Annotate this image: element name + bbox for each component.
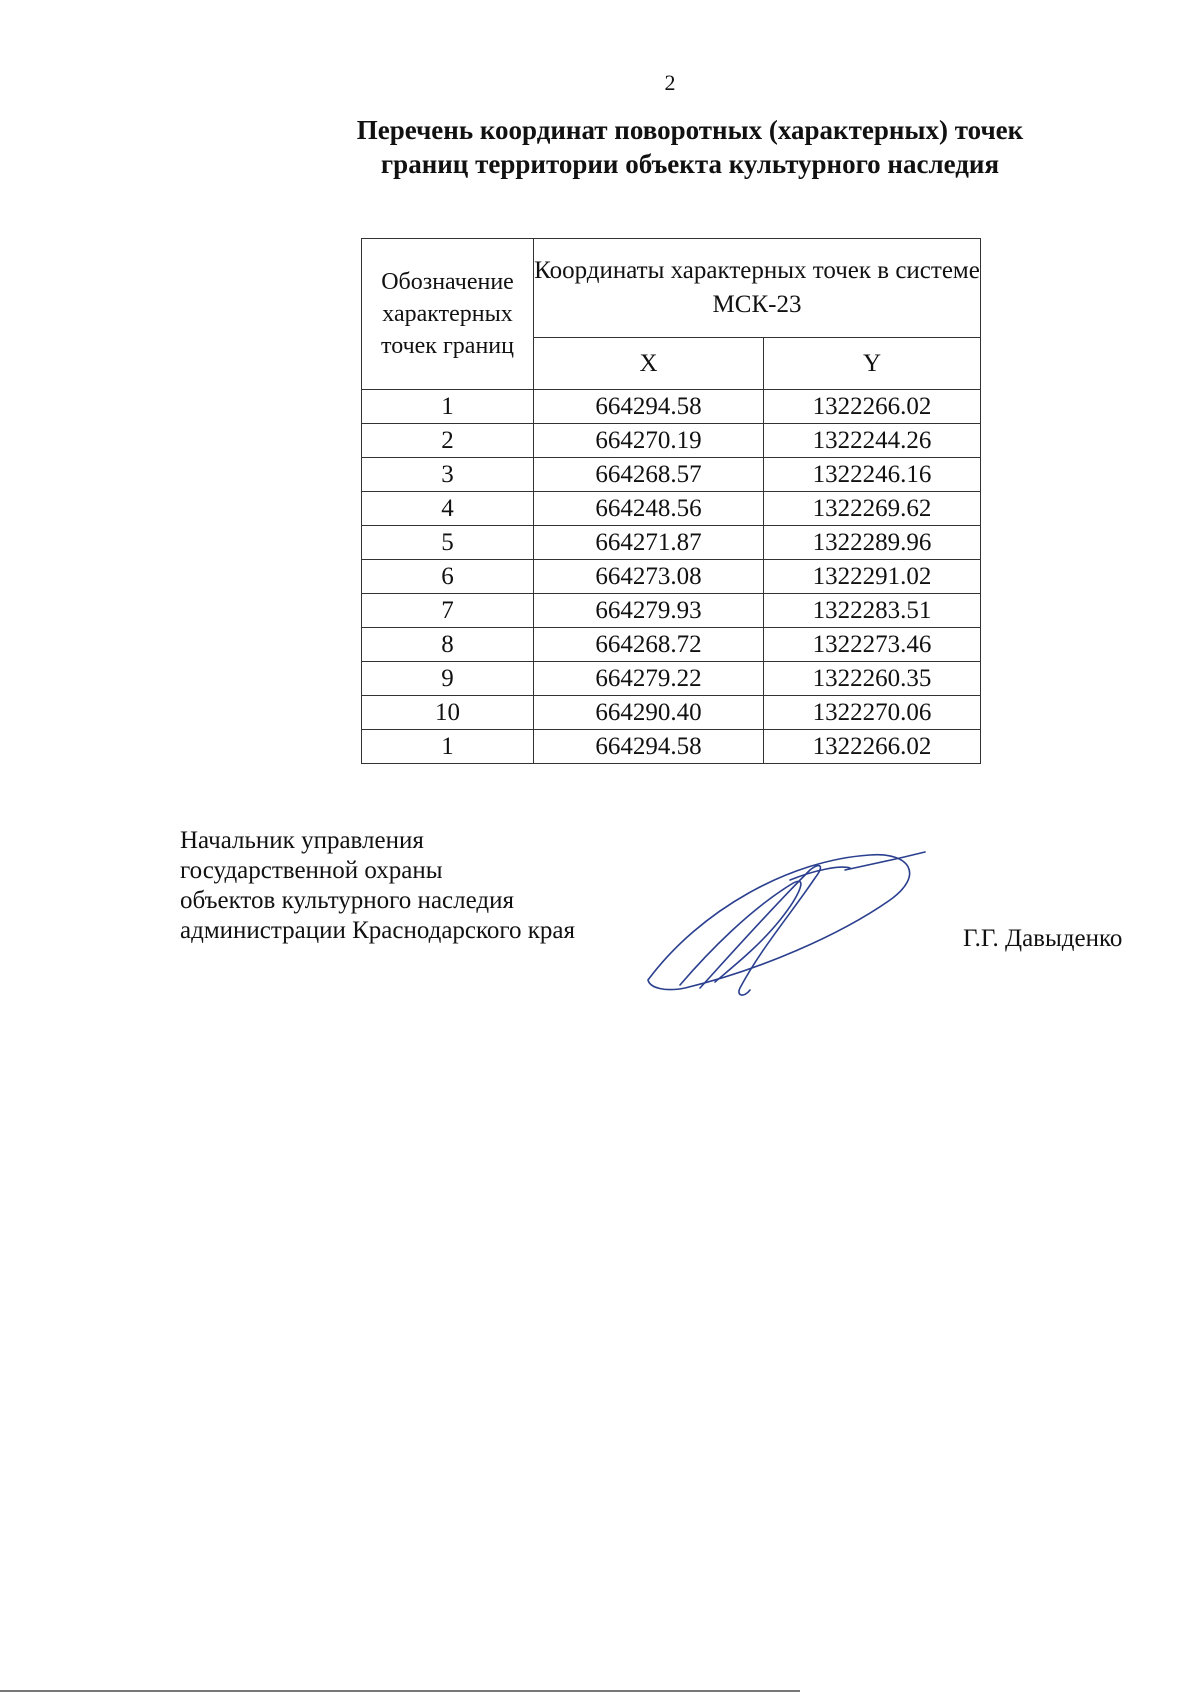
cell-point: 1	[362, 390, 534, 424]
position-line-3: объектов культурного наследия	[180, 887, 514, 914]
position-line-4: администрации Краснодарского края	[180, 917, 576, 944]
table-row	[362, 526, 981, 560]
cell-point: 2	[362, 424, 534, 458]
title-line-2: границ территории объекта культурного наследия	[380, 149, 1000, 179]
bottom-rule	[0, 1690, 800, 1692]
cell-x: 664279.93	[534, 594, 764, 628]
cell-point: 9	[362, 662, 534, 696]
table-row	[362, 560, 981, 594]
cell-y: 1322260.35	[764, 662, 981, 696]
cell-y: 1322273.46	[764, 628, 981, 662]
cell-y: 1322244.26	[764, 424, 981, 458]
position-line-1: Начальник управления	[180, 827, 424, 854]
cell-x: 664273.08	[534, 560, 764, 594]
cell-x: 664248.56	[534, 492, 764, 526]
table-row	[362, 492, 981, 526]
cell-y: 1322246.16	[764, 458, 981, 492]
handwritten-signature	[640, 840, 930, 1000]
cell-y: 1322291.02	[764, 560, 981, 594]
title-line-1: Перечень координат поворотных (характерных) точек	[356, 115, 1024, 145]
cell-point: 4	[362, 492, 534, 526]
signatory-position	[180, 826, 575, 946]
cell-x: 664268.57	[534, 458, 764, 492]
coordinates-table	[361, 238, 981, 764]
cell-y: 1322266.02	[764, 730, 981, 764]
table-row	[362, 424, 981, 458]
cell-point: 7	[362, 594, 534, 628]
cell-y: 1322266.02	[764, 390, 981, 424]
header-y: Y	[764, 338, 981, 390]
header-designation: Обозначение характерных точек границ	[362, 239, 534, 390]
cell-y: 1322283.51	[764, 594, 981, 628]
signatory-name: Г.Г. Давыденко	[963, 925, 1123, 952]
cell-point: 5	[362, 526, 534, 560]
table-row	[362, 730, 981, 764]
table-row	[362, 696, 981, 730]
cell-x: 664268.72	[534, 628, 764, 662]
cell-x: 664294.58	[534, 390, 764, 424]
cell-point: 6	[362, 560, 534, 594]
table-body	[362, 390, 981, 764]
cell-x: 664279.22	[534, 662, 764, 696]
header-x: X	[534, 338, 764, 390]
page-number: 2	[664, 70, 676, 95]
cell-x: 664290.40	[534, 696, 764, 730]
cell-x: 664294.58	[534, 730, 764, 764]
position-line-2: государственной охраны	[180, 857, 443, 884]
cell-y: 1322270.06	[764, 696, 981, 730]
cell-point: 10	[362, 696, 534, 730]
document-title	[250, 113, 1130, 181]
cell-point: 1	[362, 730, 534, 764]
cell-point: 3	[362, 458, 534, 492]
cell-point: 8	[362, 628, 534, 662]
table-row	[362, 458, 981, 492]
header-coordinates: Координаты характерных точек в системе МСК-23	[534, 239, 981, 338]
cell-y: 1322269.62	[764, 492, 981, 526]
cell-y: 1322289.96	[764, 526, 981, 560]
table-row	[362, 628, 981, 662]
table-row	[362, 390, 981, 424]
cell-x: 664270.19	[534, 424, 764, 458]
table-row	[362, 594, 981, 628]
cell-x: 664271.87	[534, 526, 764, 560]
table-row	[362, 662, 981, 696]
